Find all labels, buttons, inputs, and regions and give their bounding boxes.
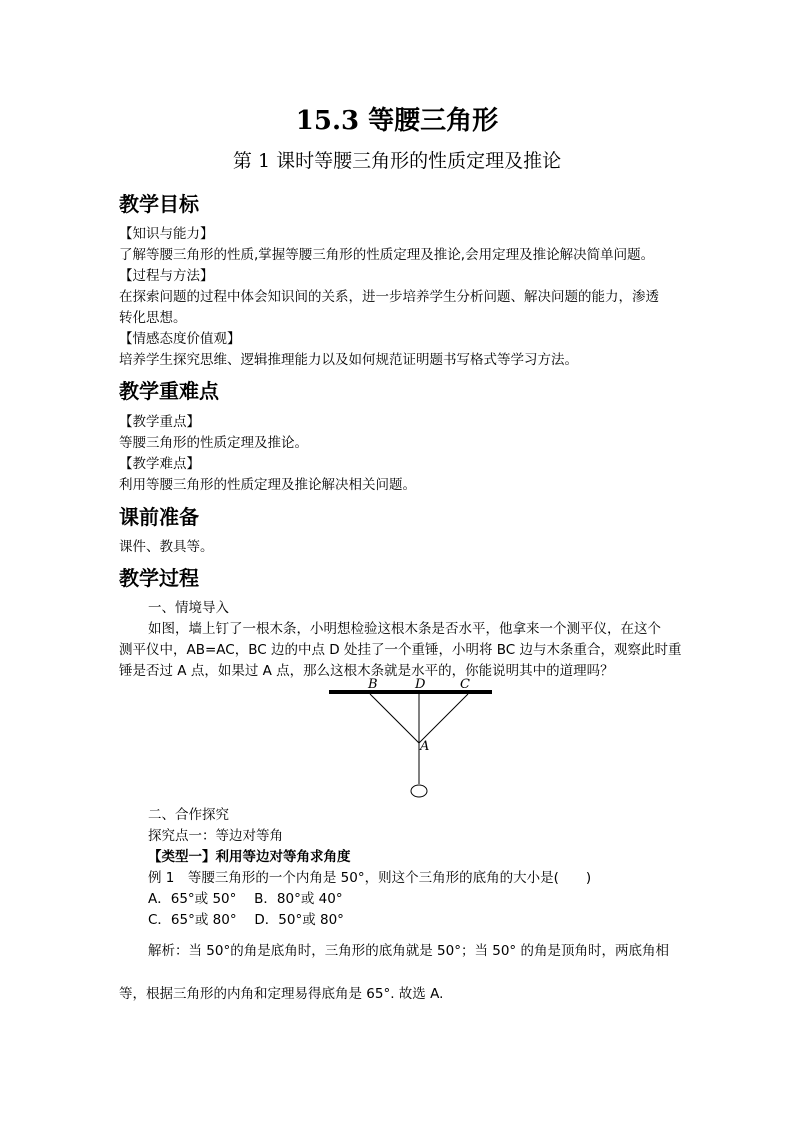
level-instrument-figure xyxy=(326,676,496,802)
intro-line-1: 如图，墙上钉了一根木条，小明想检验这根木条是否水平，他拿来一个测平仪，在这个 xyxy=(148,621,661,637)
prep-text: 课件、教具等。 xyxy=(119,539,214,555)
emotion-text: 培养学生探究思维、逻辑推理能力以及如何规范证明题书写格式等学习方法。 xyxy=(119,352,578,368)
options-line-2: C．65°或 80° D．50°或 80° xyxy=(148,912,344,928)
knowledge-text: 了解等腰三角形的性质,掌握等腰三角形的性质定理及推论,会用定理及推论解决简单问题。 xyxy=(119,247,655,263)
process-method-text-1: 在探索问题的过程中体会知识间的关系，进一步培养学生分析问题、解决问题的能力，渗透 xyxy=(119,289,659,305)
coop-label: 二、合作探究 xyxy=(148,807,229,823)
focus-text: 等腰三角形的性质定理及推论。 xyxy=(119,435,308,451)
section-heading-keys: 教学重难点 xyxy=(119,379,219,403)
emotion-label: 【情感态度价值观】 xyxy=(119,331,241,347)
intro-line-3: 锤是否过 A 点，如果过 A 点，那么这根木条就是水平的，你能说明其中的道理吗？ xyxy=(119,663,614,679)
example-1: 例 1 等腰三角形的一个内角是 50°，则这个三角形的底角的大小是( ) xyxy=(148,870,592,886)
process-method-text-2: 转化思想。 xyxy=(119,310,187,326)
section-heading-process: 教学过程 xyxy=(119,566,199,590)
side-ab xyxy=(370,694,419,743)
difficulty-label: 【教学难点】 xyxy=(119,456,200,472)
side-ac xyxy=(419,694,468,743)
intro-line-2: 测平仪中，AB=AC，BC 边的中点 D 处挂了一个重锤，小明将 BC 边与木条重合，观察此时重 xyxy=(119,642,682,658)
knowledge-label: 【知识与能力】 xyxy=(119,226,214,242)
explore-point-1: 探究点一：等边对等角 xyxy=(148,828,283,844)
options-line-1: A．65°或 50° B．80°或 40° xyxy=(148,891,343,907)
label-b: B xyxy=(368,677,378,692)
process-method-label: 【过程与方法】 xyxy=(119,268,214,284)
difficulty-text: 利用等腰三角形的性质定理及推论解决相关问题。 xyxy=(119,477,416,493)
section-heading-prep: 课前准备 xyxy=(119,505,199,529)
focus-label: 【教学重点】 xyxy=(119,414,200,430)
type-1-heading: 【类型一】利用等边对等角求角度 xyxy=(148,849,351,865)
label-d: D xyxy=(415,677,426,692)
label-a: A xyxy=(420,739,430,754)
plumb-weight xyxy=(411,785,427,797)
section-heading-goals: 教学目标 xyxy=(119,192,199,216)
page-title: 15.3 等腰三角形 xyxy=(295,106,499,136)
page-subtitle: 第 1 课时等腰三角形的性质定理及推论 xyxy=(232,150,562,172)
analysis-line-2: 等，根据三角形的内角和定理易得底角是 65°. 故选 A. xyxy=(119,986,444,1002)
analysis-line-1: 解析：当 50°的角是底角时，三角形的底角就是 50°；当 50° 的角是顶角时，两底角相 xyxy=(148,943,669,959)
label-c: C xyxy=(460,677,470,692)
intro-label: 一、情境导入 xyxy=(148,600,229,616)
